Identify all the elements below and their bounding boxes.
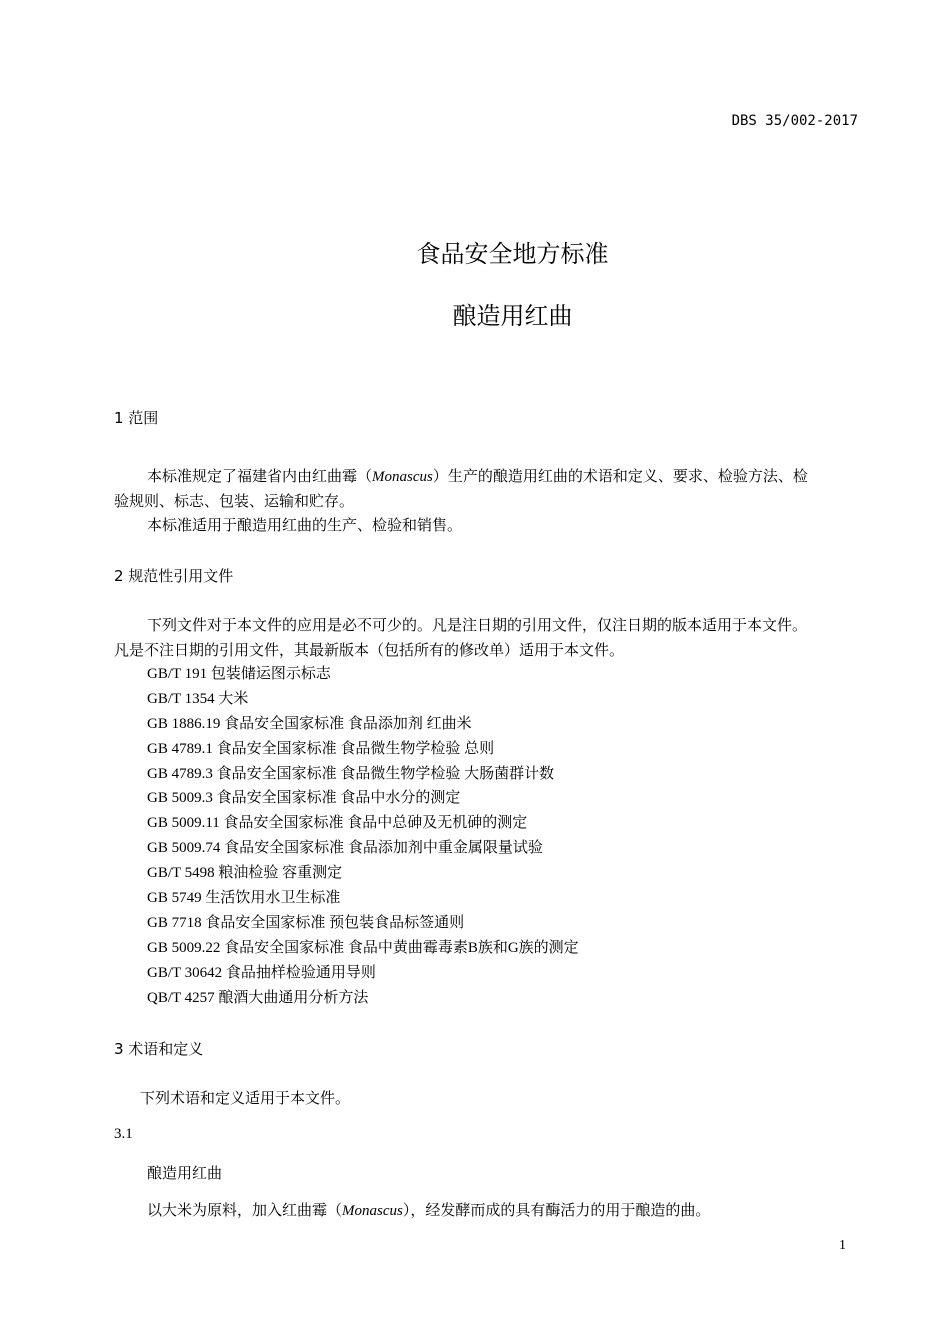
standard-title: 食品安全地方标准 xyxy=(416,240,609,268)
reference-list xyxy=(147,662,579,1010)
section-2-heading: 2 规范性引用文件 xyxy=(114,567,234,585)
def-text-b: ），经发酵而成的具有酶活力的用于酿造的曲。 xyxy=(402,1203,711,1219)
reference-item: GB 4789.3 食品安全国家标准 食品微生物学检验 大肠菌群计数 xyxy=(147,765,555,782)
section-3-1-number: 3.1 xyxy=(114,1126,133,1142)
section-3-intro: 下列术语和定义适用于本文件。 xyxy=(140,1091,351,1107)
def-italic: Monascus xyxy=(342,1203,403,1219)
term-title: 酿造用红曲 xyxy=(147,1164,223,1182)
term-definition xyxy=(147,1199,710,1220)
section-1-heading: 1 范围 xyxy=(114,409,159,427)
section-1-paragraph-1-line-2: 验规则、标志、包装、运输和贮存。 xyxy=(114,494,355,510)
reference-item: GB/T 30642 食品抽样检验通用导则 xyxy=(147,964,376,981)
reference-item: GB 4789.1 食品安全国家标准 食品微生物学检验 总则 xyxy=(147,740,495,757)
section-2-paragraph-line-2: 凡是不注日期的引用文件，其最新版本（包括所有的修改单）适用于本文件。 xyxy=(114,643,625,659)
document-code: DBS 35/002-2017 xyxy=(731,113,858,129)
section-3-heading: 3 术语和定义 xyxy=(114,1040,204,1058)
def-text-a: 以大米为原料，加入红曲霉（ xyxy=(147,1203,343,1219)
p1-text-a: 本标准规定了福建省内由红曲霉（ xyxy=(147,469,373,485)
standard-subtitle: 酿造用红曲 xyxy=(452,302,573,330)
reference-item: GB 5009.22 食品安全国家标准 食品中黄曲霉毒素B族和G族的测定 xyxy=(147,939,579,956)
p1-text-b: ）生产的酿造用红曲的术语和定义、要求、检验方法、检 xyxy=(432,469,808,485)
reference-item: GB/T 5498 粮油检验 容重测定 xyxy=(147,865,343,882)
page-number: 1 xyxy=(839,1238,846,1253)
section-1-paragraph-2: 本标准适用于酿造用红曲的生产、检验和销售。 xyxy=(147,518,463,534)
reference-item: GB 7718 食品安全国家标准 预包装食品标签通则 xyxy=(147,914,465,931)
reference-item: GB/T 191 包装储运图示标志 xyxy=(147,666,331,682)
p1-italic: Monascus xyxy=(372,469,433,485)
reference-item: GB 5009.11 食品安全国家标准 食品中总砷及无机砷的测定 xyxy=(147,815,528,832)
reference-item: GB 5749 生活饮用水卫生标准 xyxy=(147,890,341,907)
reference-item: GB 5009.3 食品安全国家标准 食品中水分的测定 xyxy=(147,790,461,807)
section-2-paragraph-line-1: 下列文件对于本文件的应用是必不可少的。凡是注日期的引用文件，仅注日期的版本适用于本文件。 xyxy=(147,618,808,634)
reference-item: GB 1886.19 食品安全国家标准 食品添加剂 红曲米 xyxy=(147,715,472,732)
reference-item: GB/T 1354 大米 xyxy=(147,690,249,707)
reference-item: GB 5009.74 食品安全国家标准 食品添加剂中重金属限量试验 xyxy=(147,840,543,857)
reference-item: QB/T 4257 酿酒大曲通用分析方法 xyxy=(147,989,369,1006)
section-1-paragraph-1-line-1 xyxy=(147,465,808,486)
